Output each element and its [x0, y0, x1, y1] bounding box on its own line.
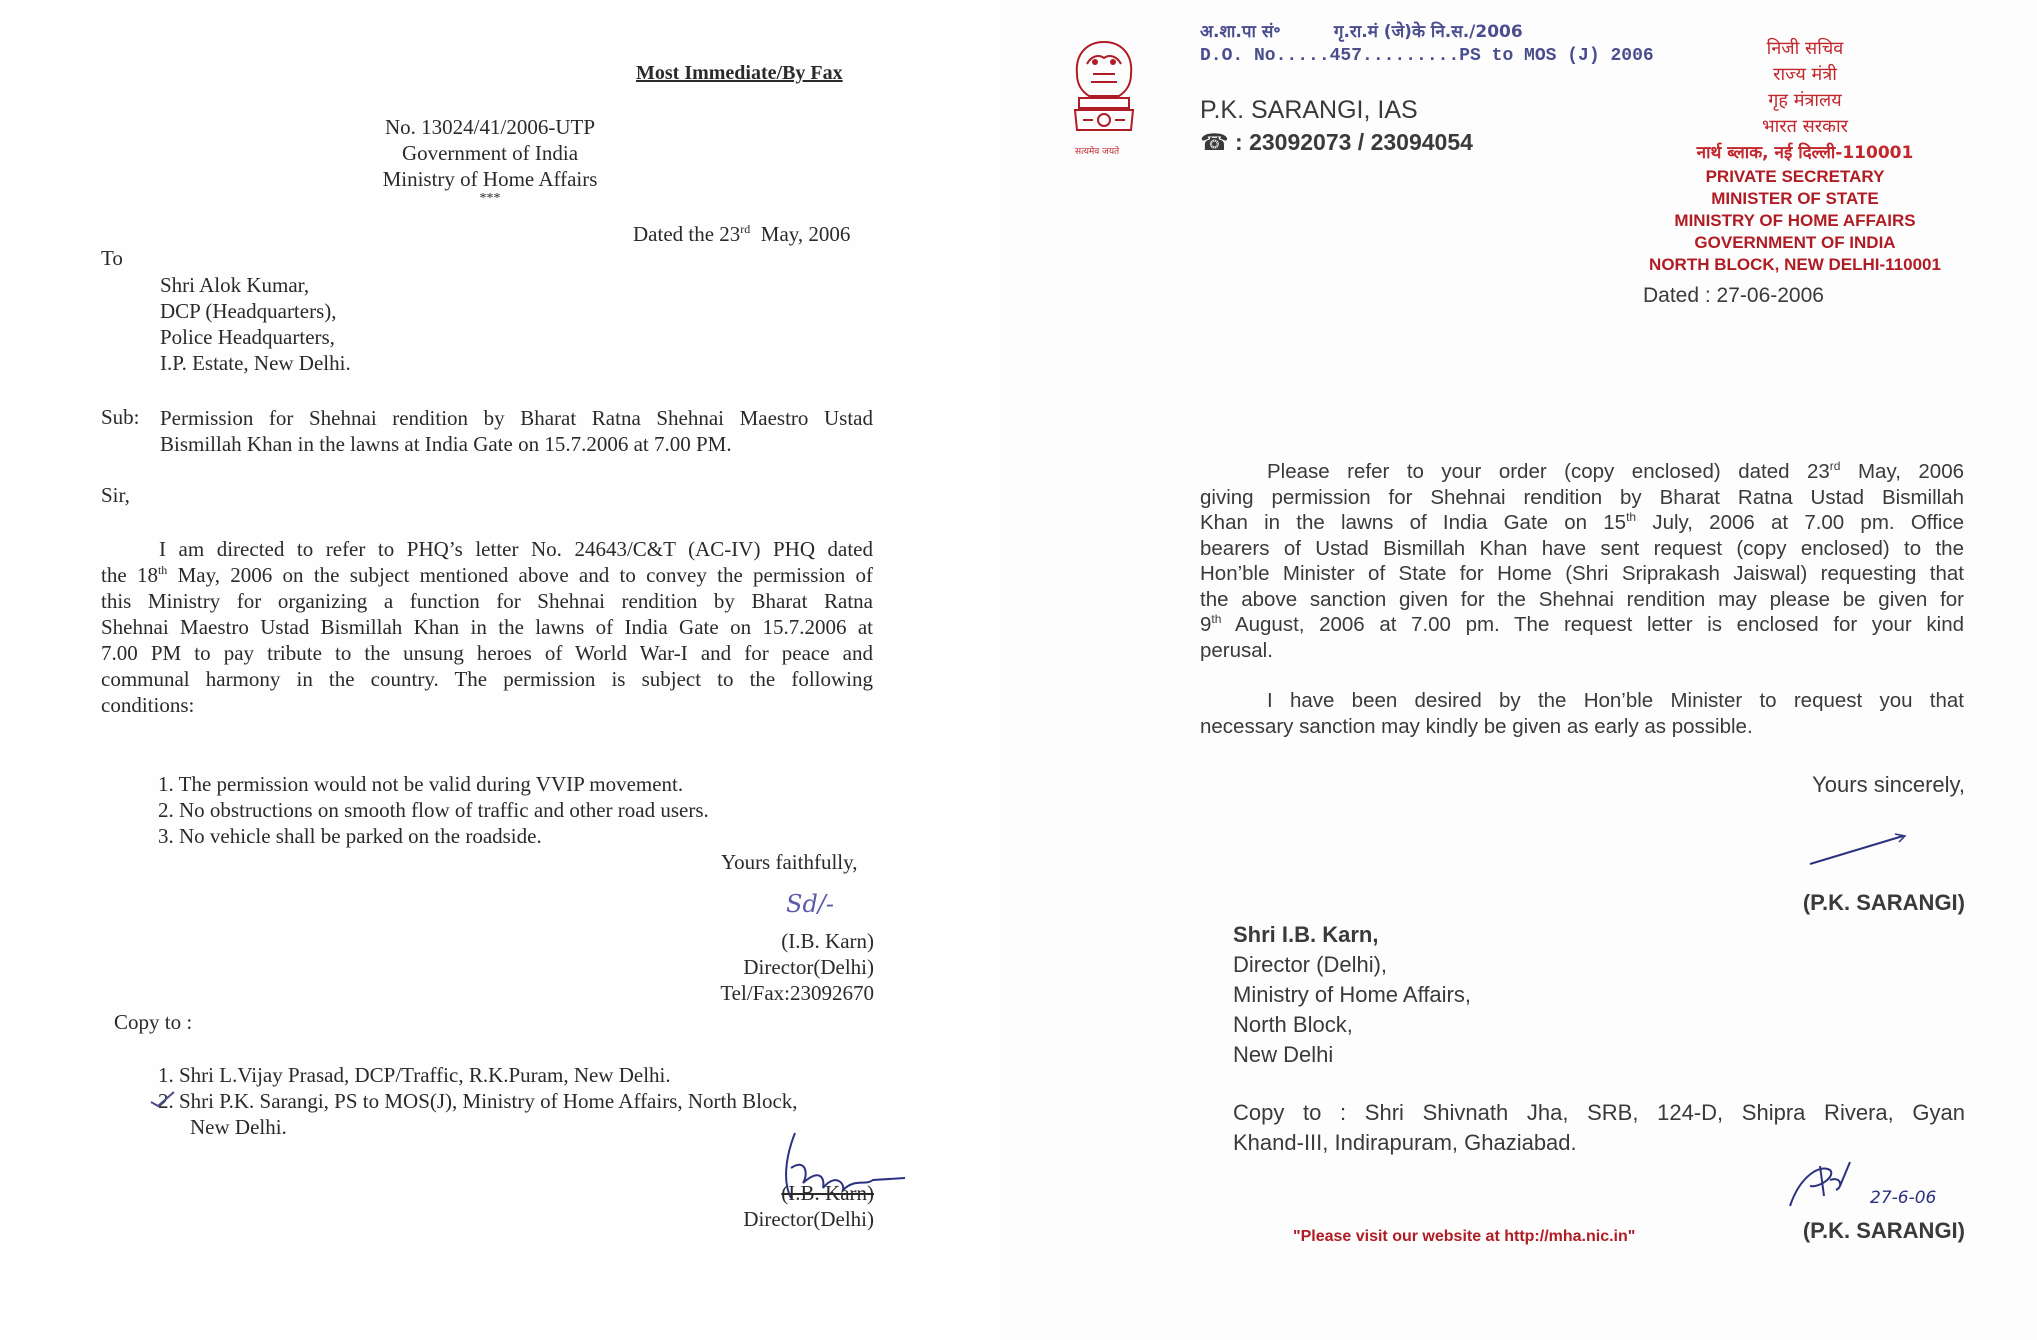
emblem-caption: सत्यमेव जयते	[1075, 147, 1120, 157]
copy-to-line: Khand-III, Indirapuram, Ghaziabad.	[1233, 1130, 1577, 1155]
letterhead-line: GOVERNMENT OF INDIA	[1694, 233, 1896, 252]
subject-line: Bismillah Khan in the lawns at India Gate on 15.7.2006 at 7.00 PM.	[160, 432, 732, 456]
hindi-title-line: गृह मंत्रालय	[1768, 90, 1842, 111]
dispatch-stamp	[1200, 20, 1654, 68]
signatory-telfax: Tel/Fax:23092670	[720, 981, 874, 1005]
body-line: perusal.	[1200, 638, 1273, 662]
hindi-title-line: राज्य मंत्री	[1773, 64, 1837, 85]
body-paragraph	[101, 536, 873, 718]
addressee-line: New Delhi	[1233, 1042, 1334, 1067]
condition-item: 1. The permission would not be valid during VVIP movement.	[158, 772, 684, 796]
right-letter	[1005, 0, 2037, 1340]
addressee-line: Shri I.B. Karn,	[1233, 922, 1379, 947]
reference-number: No. 13024/41/2006-UTP	[385, 115, 595, 139]
body-line: giving permission for Shehnai rendition by Bharat Ratna Ustad Bismillah	[1200, 485, 1964, 509]
signature-date: 27-6-06	[1870, 1188, 1937, 1208]
body-line: Hon’ble Minister of State for Home (Shri Sriprakash Jaiswal) requesting that	[1200, 562, 1964, 585]
hindi-title-line: भारत सरकार	[1761, 116, 1849, 137]
signature-stroke-icon	[1805, 830, 1915, 870]
signatory-name-2: (P.K. SARANGI)	[1802, 1218, 1965, 1243]
sub-label: Sub:	[101, 405, 140, 429]
copy-to-item: 2. Shri P.K. Sarangi, PS to MOS(J), Ministry of Home Affairs, North Block,	[158, 1089, 798, 1113]
copy-to-item: 1. Shri L.Vijay Prasad, DCP/Traffic, R.K.Puram, New Delhi.	[158, 1063, 671, 1087]
addressee-line: DCP (Headquarters),	[160, 299, 337, 323]
copy-to-block	[1233, 1098, 1965, 1158]
signatory-block	[640, 928, 874, 1006]
body-line: the 18th May, 2006 on the subject mentioned above and to convey the permission of	[101, 563, 874, 587]
condition-item: 3. No vehicle shall be parked on the roadside.	[158, 824, 542, 848]
body-line: Khan in the lawns of India Gate on 15th July, 2006 at 7.00 pm. Office	[1200, 510, 1964, 534]
sender-block	[1200, 94, 1473, 158]
sender-phone: ☎ : 23092073 / 23094054	[1200, 129, 1473, 155]
addressee-line: Director (Delhi),	[1233, 952, 1388, 977]
body-line: 9th August, 2006 at 7.00 pm. The request letter is enclosed for your kind	[1200, 612, 1964, 636]
addressee-line: Ministry of Home Affairs,	[1233, 982, 1471, 1007]
addressee-line: Police Headquarters,	[160, 325, 335, 349]
body-line: the above sanction given for the Shehnai rendition may please be given for	[1200, 587, 1964, 611]
signatory-name: (P.K. SARANGI)	[1802, 890, 1965, 915]
body-line: bearers of Ustad Bismillah Khan have sent request (copy enclosed) to the	[1200, 536, 1964, 560]
letterhead-line: MINISTRY OF HOME AFFAIRS	[1674, 211, 1916, 230]
left-letter	[0, 0, 1005, 1340]
website-note: "Please visit our website at http://mha.nic.in"	[1293, 1228, 1636, 1245]
stamp-line-hindi: अ.शा.पा सं॰ गृ.रा.मं (जे)के नि.स./2006	[1200, 22, 1523, 42]
body-line: 7.00 PM to pay tribute to the unsung heroes of World War-I and for peace and	[101, 641, 873, 665]
copy-to-label: Copy to :	[114, 1010, 193, 1034]
english-letterhead	[1585, 166, 2005, 276]
letterhead-line: PRIVATE SECRETARY	[1705, 167, 1885, 186]
conditions-list	[158, 771, 709, 849]
signatory-block-2	[640, 1180, 874, 1232]
letter-date: Dated : 27-06-2006	[1643, 284, 1824, 307]
letter-date: Dated the 23rd May, 2006	[633, 222, 851, 246]
signatory-name-2: (I.B. Karn)	[781, 1181, 874, 1205]
signatory-designation-2: Director(Delhi)	[743, 1207, 874, 1231]
body-paragraph-1	[1200, 459, 1964, 663]
copy-to-item: New Delhi.	[190, 1115, 287, 1139]
national-emblem-icon	[1065, 34, 1143, 156]
separator-stars: ***	[479, 191, 501, 206]
signatory-designation: Director(Delhi)	[743, 955, 874, 979]
sender-name: P.K. SARANGI, IAS	[1200, 96, 1418, 124]
copy-to-line: Copy to : Shri Shivnath Jha, SRB, 124-D, Shipra Rivera, Gyan	[1233, 1100, 1965, 1125]
addressee-line: North Block,	[1233, 1012, 1353, 1037]
salutation: Sir,	[101, 483, 130, 507]
stamp-line-english: D.O. No.....457.........PS to MOS (J) 2006	[1200, 46, 1654, 66]
closing-faithfully: Yours faithfully,	[721, 850, 858, 874]
hindi-letterhead	[1605, 36, 2005, 166]
addressee-line: Shri Alok Kumar,	[160, 273, 310, 297]
body-line: I am directed to refer to PHQ’s letter No. 24643/C&T (AC-IV) PHQ dated	[159, 537, 873, 561]
letterhead-line: NORTH BLOCK, NEW DELHI-110001	[1649, 255, 1941, 274]
body-line: Please refer to your order (copy enclosed) dated 23rd May, 2006	[1267, 459, 1964, 483]
condition-item: 2. No obstructions on smooth flow of traffic and other road users.	[158, 798, 709, 822]
signatory-name: (I.B. Karn)	[781, 929, 874, 953]
tick-mark-icon	[148, 1090, 178, 1110]
body-line: Shehnai Maestro Ustad Bismillah Khan in the lawns of India Gate on 15.7.2006 at	[101, 615, 873, 639]
body-line: I have been desired by the Hon’ble Minister to request you that	[1267, 689, 1964, 712]
copy-to-list	[158, 1062, 798, 1140]
ministry-name: Ministry of Home Affairs	[382, 167, 598, 191]
hindi-title-line: निजी सचिव	[1766, 38, 1844, 59]
government-name: Government of India	[401, 141, 579, 165]
subject-line: Permission for Shehnai rendition by Bharat Ratna Shehnai Maestro Ustad	[160, 406, 873, 430]
hindi-address: नार्थ ब्लाक, नई दिल्ली-110001	[1696, 143, 1914, 163]
body-line: necessary sanction may kindly be given as early as possible.	[1200, 714, 1753, 738]
to-label: To	[101, 246, 123, 270]
subject-block	[160, 405, 873, 457]
letterhead-line: MINISTER OF STATE	[1711, 189, 1879, 208]
addressee-block	[160, 272, 351, 376]
letter-heading	[330, 114, 650, 206]
addressee-line: I.P. Estate, New Delhi.	[160, 351, 351, 375]
addressee-block	[1233, 920, 1471, 1070]
body-line: this Ministry for organizing a function for Shehnai rendition by Bharat Ratna	[101, 589, 873, 613]
signature-scribble: Sd/-	[786, 890, 834, 918]
header-most-immediate: Most Immediate/By Fax	[636, 62, 843, 84]
body-paragraph-2	[1200, 688, 1964, 739]
body-line: communal harmony in the country. The permission is subject to the following	[101, 667, 873, 691]
body-line: conditions:	[101, 693, 195, 717]
closing-sincerely: Yours sincerely,	[1812, 772, 1965, 797]
